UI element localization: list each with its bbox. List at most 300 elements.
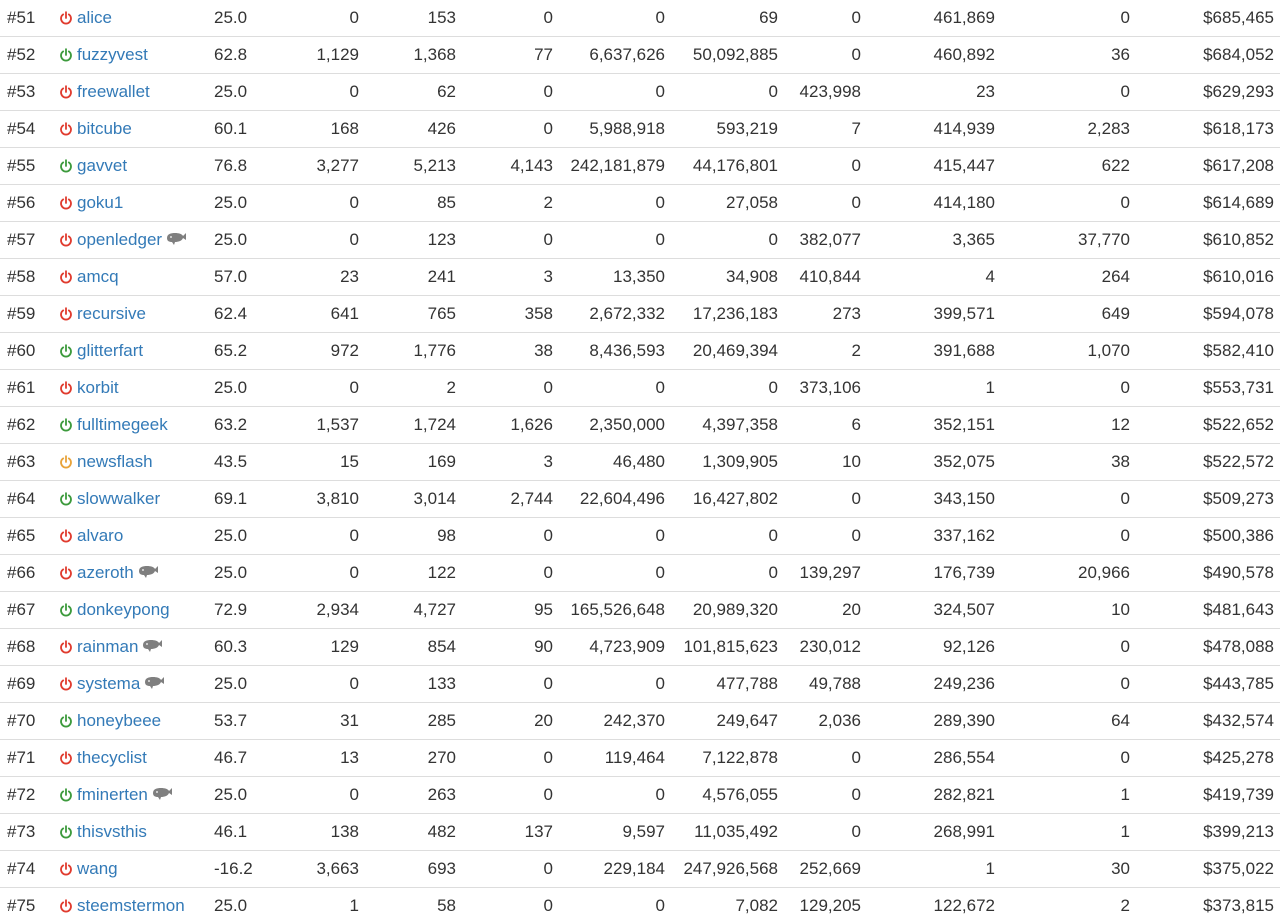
rank-cell: #56	[0, 185, 55, 222]
rank-cell: #74	[0, 851, 55, 888]
stat-cell-c8: 264	[1001, 259, 1136, 296]
stat-cell-c3: 358	[462, 296, 559, 333]
table-row	[0, 0, 1280, 37]
rank-cell: #61	[0, 370, 55, 407]
table-row	[0, 407, 1280, 444]
power-status-icon	[59, 822, 77, 841]
stat-cell-c3: 137	[462, 814, 559, 851]
account-cell	[55, 444, 200, 481]
stat-cell-c1: 1	[265, 888, 365, 924]
account-cell	[55, 777, 200, 814]
stat-cell-c2: 482	[365, 814, 462, 851]
account-cell	[55, 814, 200, 851]
reputation-cell: 46.1	[200, 814, 265, 851]
stat-cell-c7: 399,571	[867, 296, 1001, 333]
stat-cell-c2: 122	[365, 555, 462, 592]
power-status-icon	[59, 119, 77, 138]
account-link[interactable]: systema	[77, 674, 140, 693]
stat-cell-c4: 2,350,000	[559, 407, 671, 444]
account-link[interactable]: donkeypong	[77, 600, 170, 619]
stat-cell-c1: 0	[265, 666, 365, 703]
stat-cell-c5: 16,427,802	[671, 481, 784, 518]
stat-cell-c6: 49,788	[784, 666, 867, 703]
stat-cell-c3: 3	[462, 444, 559, 481]
stat-cell-c2: 133	[365, 666, 462, 703]
stat-cell-c7: 92,126	[867, 629, 1001, 666]
stat-cell-c2: 854	[365, 629, 462, 666]
rank-cell: #73	[0, 814, 55, 851]
stat-cell-c4: 0	[559, 222, 671, 259]
rank-cell: #64	[0, 481, 55, 518]
reputation-cell: 25.0	[200, 666, 265, 703]
stat-cell-c5: 7,122,878	[671, 740, 784, 777]
power-status-icon	[59, 45, 77, 64]
stat-cell-c2: 270	[365, 740, 462, 777]
stat-cell-c7: 1	[867, 851, 1001, 888]
stat-cell-c1: 0	[265, 370, 365, 407]
stat-cell-c6: 273	[784, 296, 867, 333]
table-row	[0, 296, 1280, 333]
power-status-icon	[59, 896, 77, 915]
account-link[interactable]: alvaro	[77, 526, 123, 545]
stat-cell-c2: 285	[365, 703, 462, 740]
stat-cell-c1: 15	[265, 444, 365, 481]
account-link[interactable]: freewallet	[77, 82, 150, 101]
stat-cell-c3: 0	[462, 666, 559, 703]
table-row	[0, 333, 1280, 370]
stat-cell-c4: 229,184	[559, 851, 671, 888]
stat-cell-c1: 0	[265, 74, 365, 111]
stat-cell-c6: 410,844	[784, 259, 867, 296]
power-status-icon	[59, 637, 77, 656]
account-cell	[55, 703, 200, 740]
stat-cell-c6: 0	[784, 814, 867, 851]
stat-cell-c3: 20	[462, 703, 559, 740]
stat-cell-c3: 2	[462, 185, 559, 222]
account-link[interactable]: steemstermon	[77, 896, 185, 915]
reputation-cell: 63.2	[200, 407, 265, 444]
power-status-icon	[59, 674, 77, 693]
reputation-cell: 25.0	[200, 222, 265, 259]
account-value-cell: $618,173	[1136, 111, 1280, 148]
stat-cell-c8: 0	[1001, 740, 1136, 777]
account-cell	[55, 0, 200, 37]
rank-cell: #52	[0, 37, 55, 74]
table-row	[0, 703, 1280, 740]
account-cell	[55, 296, 200, 333]
account-cell	[55, 148, 200, 185]
whale-icon	[138, 637, 163, 656]
stat-cell-c3: 3	[462, 259, 559, 296]
account-value-cell: $685,465	[1136, 0, 1280, 37]
reputation-cell: 57.0	[200, 259, 265, 296]
power-status-icon	[59, 267, 77, 286]
stat-cell-c5: 0	[671, 518, 784, 555]
account-cell	[55, 37, 200, 74]
stat-cell-c6: 10	[784, 444, 867, 481]
rank-cell: #55	[0, 148, 55, 185]
table-row	[0, 888, 1280, 924]
stat-cell-c6: 252,669	[784, 851, 867, 888]
stat-cell-c8: 622	[1001, 148, 1136, 185]
account-link[interactable]: glitterfart	[77, 341, 143, 360]
account-value-cell: $432,574	[1136, 703, 1280, 740]
stat-cell-c6: 373,106	[784, 370, 867, 407]
rank-cell: #62	[0, 407, 55, 444]
table-row	[0, 518, 1280, 555]
stat-cell-c8: 0	[1001, 629, 1136, 666]
table-row	[0, 370, 1280, 407]
stat-cell-c2: 169	[365, 444, 462, 481]
stat-cell-c3: 0	[462, 111, 559, 148]
stat-cell-c3: 0	[462, 888, 559, 924]
rank-cell: #54	[0, 111, 55, 148]
table-row	[0, 148, 1280, 185]
stat-cell-c7: 337,162	[867, 518, 1001, 555]
rank-cell: #65	[0, 518, 55, 555]
reputation-cell: 25.0	[200, 370, 265, 407]
account-link[interactable]: fminerten	[77, 785, 148, 804]
stat-cell-c2: 1,776	[365, 333, 462, 370]
stat-cell-c7: 286,554	[867, 740, 1001, 777]
rank-cell: #75	[0, 888, 55, 924]
stat-cell-c3: 95	[462, 592, 559, 629]
stat-cell-c3: 0	[462, 0, 559, 37]
rank-cell: #69	[0, 666, 55, 703]
stat-cell-c6: 139,297	[784, 555, 867, 592]
stat-cell-c3: 77	[462, 37, 559, 74]
stat-cell-c4: 242,370	[559, 703, 671, 740]
account-value-cell: $509,273	[1136, 481, 1280, 518]
account-value-cell: $399,213	[1136, 814, 1280, 851]
account-value-cell: $582,410	[1136, 333, 1280, 370]
table-row	[0, 740, 1280, 777]
stat-cell-c7: 324,507	[867, 592, 1001, 629]
stat-cell-c3: 38	[462, 333, 559, 370]
account-link[interactable]: newsflash	[77, 452, 153, 471]
rank-cell: #51	[0, 0, 55, 37]
account-cell	[55, 666, 200, 703]
stat-cell-c7: 23	[867, 74, 1001, 111]
whale-icon	[140, 674, 165, 693]
stat-cell-c7: 352,151	[867, 407, 1001, 444]
stat-cell-c5: 0	[671, 370, 784, 407]
reputation-cell: 72.9	[200, 592, 265, 629]
stat-cell-c4: 0	[559, 555, 671, 592]
stat-cell-c1: 129	[265, 629, 365, 666]
stat-cell-c5: 0	[671, 74, 784, 111]
account-link[interactable]: fuzzyvest	[77, 45, 148, 64]
stat-cell-c2: 123	[365, 222, 462, 259]
reputation-cell: 25.0	[200, 555, 265, 592]
account-link[interactable]: wang	[77, 859, 118, 878]
account-link[interactable]: goku1	[77, 193, 123, 212]
account-value-cell: $443,785	[1136, 666, 1280, 703]
power-status-icon	[59, 489, 77, 508]
stat-cell-c3: 0	[462, 740, 559, 777]
account-cell	[55, 481, 200, 518]
stat-cell-c8: 12	[1001, 407, 1136, 444]
account-link[interactable]: rainman	[77, 637, 138, 656]
account-cell	[55, 888, 200, 924]
stat-cell-c7: 122,672	[867, 888, 1001, 924]
stat-cell-c4: 22,604,496	[559, 481, 671, 518]
stat-cell-c4: 2,672,332	[559, 296, 671, 333]
stat-cell-c3: 0	[462, 555, 559, 592]
stat-cell-c2: 1,368	[365, 37, 462, 74]
stat-cell-c2: 3,014	[365, 481, 462, 518]
stat-cell-c5: 4,576,055	[671, 777, 784, 814]
stat-cell-c1: 13	[265, 740, 365, 777]
account-cell	[55, 370, 200, 407]
account-link[interactable]: honeybeee	[77, 711, 161, 730]
stat-cell-c5: 0	[671, 222, 784, 259]
stat-cell-c8: 64	[1001, 703, 1136, 740]
power-status-icon	[59, 711, 77, 730]
table-row	[0, 259, 1280, 296]
account-value-cell: $490,578	[1136, 555, 1280, 592]
stat-cell-c8: 38	[1001, 444, 1136, 481]
stat-cell-c3: 0	[462, 851, 559, 888]
power-status-icon	[59, 8, 77, 27]
account-value-cell: $610,852	[1136, 222, 1280, 259]
stat-cell-c4: 13,350	[559, 259, 671, 296]
stat-cell-c7: 176,739	[867, 555, 1001, 592]
reputation-cell: 65.2	[200, 333, 265, 370]
stat-cell-c4: 0	[559, 518, 671, 555]
stat-cell-c1: 3,277	[265, 148, 365, 185]
power-status-icon	[59, 785, 77, 804]
table-row	[0, 592, 1280, 629]
rank-cell: #60	[0, 333, 55, 370]
account-link[interactable]: thisvsthis	[77, 822, 147, 841]
reputation-cell: 25.0	[200, 777, 265, 814]
account-cell	[55, 407, 200, 444]
account-cell	[55, 333, 200, 370]
table-row	[0, 74, 1280, 111]
stat-cell-c8: 1	[1001, 777, 1136, 814]
reputation-cell: 76.8	[200, 148, 265, 185]
account-link[interactable]: alice	[77, 8, 112, 27]
account-value-cell: $684,052	[1136, 37, 1280, 74]
stat-cell-c1: 138	[265, 814, 365, 851]
stat-cell-c8: 0	[1001, 370, 1136, 407]
stat-cell-c1: 0	[265, 0, 365, 37]
rank-cell: #68	[0, 629, 55, 666]
stat-cell-c4: 0	[559, 888, 671, 924]
rank-cell: #67	[0, 592, 55, 629]
account-cell	[55, 629, 200, 666]
table-row	[0, 444, 1280, 481]
rank-cell: #66	[0, 555, 55, 592]
stat-cell-c8: 2	[1001, 888, 1136, 924]
account-value-cell: $425,278	[1136, 740, 1280, 777]
account-value-cell: $610,016	[1136, 259, 1280, 296]
power-status-icon	[59, 526, 77, 545]
table-row	[0, 37, 1280, 74]
rank-cell: #57	[0, 222, 55, 259]
stat-cell-c4: 0	[559, 185, 671, 222]
stat-cell-c6: 230,012	[784, 629, 867, 666]
account-link[interactable]: fulltimegeek	[77, 415, 168, 434]
account-cell	[55, 555, 200, 592]
stat-cell-c1: 0	[265, 222, 365, 259]
table-row	[0, 629, 1280, 666]
table-row	[0, 222, 1280, 259]
stat-cell-c1: 3,810	[265, 481, 365, 518]
table-row	[0, 185, 1280, 222]
stat-cell-c4: 4,723,909	[559, 629, 671, 666]
account-cell	[55, 185, 200, 222]
stat-cell-c1: 3,663	[265, 851, 365, 888]
stat-cell-c2: 426	[365, 111, 462, 148]
power-status-icon	[59, 156, 77, 175]
whale-icon	[162, 230, 187, 249]
account-cell	[55, 518, 200, 555]
stat-cell-c6: 2	[784, 333, 867, 370]
stat-cell-c1: 1,537	[265, 407, 365, 444]
account-link[interactable]: azeroth	[77, 563, 134, 582]
stat-cell-c3: 0	[462, 370, 559, 407]
account-value-cell: $419,739	[1136, 777, 1280, 814]
stat-cell-c4: 9,597	[559, 814, 671, 851]
stat-cell-c7: 1	[867, 370, 1001, 407]
whale-icon	[134, 563, 159, 582]
whale-icon	[148, 785, 173, 804]
stat-cell-c7: 4	[867, 259, 1001, 296]
stat-cell-c5: 7,082	[671, 888, 784, 924]
stat-cell-c1: 0	[265, 555, 365, 592]
power-status-icon	[59, 378, 77, 397]
account-link[interactable]: amcq	[77, 267, 119, 286]
account-value-cell: $522,572	[1136, 444, 1280, 481]
power-status-icon	[59, 304, 77, 323]
reputation-cell: 53.7	[200, 703, 265, 740]
account-value-cell: $373,815	[1136, 888, 1280, 924]
stat-cell-c4: 242,181,879	[559, 148, 671, 185]
stat-cell-c5: 477,788	[671, 666, 784, 703]
account-link[interactable]: openledger	[77, 230, 162, 249]
stat-cell-c6: 0	[784, 740, 867, 777]
stat-cell-c8: 0	[1001, 0, 1136, 37]
rank-cell: #58	[0, 259, 55, 296]
stat-cell-c8: 0	[1001, 666, 1136, 703]
account-value-cell: $614,689	[1136, 185, 1280, 222]
stat-cell-c4: 0	[559, 370, 671, 407]
account-link[interactable]: gavvet	[77, 156, 127, 175]
stat-cell-c6: 0	[784, 777, 867, 814]
stat-cell-c7: 460,892	[867, 37, 1001, 74]
stat-cell-c5: 593,219	[671, 111, 784, 148]
power-status-icon	[59, 563, 77, 582]
stat-cell-c3: 0	[462, 777, 559, 814]
stat-cell-c2: 85	[365, 185, 462, 222]
account-cell	[55, 222, 200, 259]
stat-cell-c5: 17,236,183	[671, 296, 784, 333]
power-status-icon	[59, 341, 77, 360]
account-cell	[55, 74, 200, 111]
stat-cell-c5: 4,397,358	[671, 407, 784, 444]
account-link[interactable]: recursive	[77, 304, 146, 323]
stat-cell-c6: 129,205	[784, 888, 867, 924]
stat-cell-c3: 4,143	[462, 148, 559, 185]
stat-cell-c6: 0	[784, 37, 867, 74]
stat-cell-c2: 5,213	[365, 148, 462, 185]
stat-cell-c6: 382,077	[784, 222, 867, 259]
stat-cell-c6: 2,036	[784, 703, 867, 740]
power-status-icon	[59, 859, 77, 878]
stat-cell-c2: 693	[365, 851, 462, 888]
stat-cell-c8: 1,070	[1001, 333, 1136, 370]
stat-cell-c1: 0	[265, 185, 365, 222]
stat-cell-c3: 0	[462, 74, 559, 111]
stat-cell-c4: 0	[559, 666, 671, 703]
power-status-icon	[59, 230, 77, 249]
rank-cell: #53	[0, 74, 55, 111]
stat-cell-c6: 20	[784, 592, 867, 629]
reputation-cell: 25.0	[200, 74, 265, 111]
stat-cell-c8: 36	[1001, 37, 1136, 74]
stat-cell-c7: 282,821	[867, 777, 1001, 814]
stat-cell-c5: 101,815,623	[671, 629, 784, 666]
stat-cell-c2: 4,727	[365, 592, 462, 629]
power-status-icon	[59, 600, 77, 619]
stat-cell-c2: 153	[365, 0, 462, 37]
account-link[interactable]: bitcube	[77, 119, 132, 138]
stat-cell-c8: 10	[1001, 592, 1136, 629]
account-value-cell: $481,643	[1136, 592, 1280, 629]
stat-cell-c4: 6,637,626	[559, 37, 671, 74]
stat-cell-c5: 20,469,394	[671, 333, 784, 370]
stat-cell-c6: 0	[784, 185, 867, 222]
stat-cell-c2: 241	[365, 259, 462, 296]
stat-cell-c5: 247,926,568	[671, 851, 784, 888]
stat-cell-c7: 352,075	[867, 444, 1001, 481]
stat-cell-c6: 7	[784, 111, 867, 148]
power-status-icon	[59, 748, 77, 767]
stat-cell-c5: 34,908	[671, 259, 784, 296]
stat-cell-c1: 0	[265, 777, 365, 814]
account-value-cell: $478,088	[1136, 629, 1280, 666]
stat-cell-c4: 0	[559, 74, 671, 111]
account-link[interactable]: thecyclist	[77, 748, 147, 767]
power-status-icon	[59, 415, 77, 434]
account-link[interactable]: korbit	[77, 378, 119, 397]
rank-cell: #72	[0, 777, 55, 814]
stat-cell-c3: 1,626	[462, 407, 559, 444]
stat-cell-c3: 2,744	[462, 481, 559, 518]
account-value-cell: $553,731	[1136, 370, 1280, 407]
table-row	[0, 666, 1280, 703]
stat-cell-c4: 165,526,648	[559, 592, 671, 629]
account-cell	[55, 851, 200, 888]
stat-cell-c7: 461,869	[867, 0, 1001, 37]
stat-cell-c5: 1,309,905	[671, 444, 784, 481]
account-value-cell: $522,652	[1136, 407, 1280, 444]
account-value-cell: $629,293	[1136, 74, 1280, 111]
rank-cell: #59	[0, 296, 55, 333]
stat-cell-c1: 0	[265, 518, 365, 555]
stat-cell-c5: 27,058	[671, 185, 784, 222]
account-link[interactable]: slowwalker	[77, 489, 160, 508]
reputation-cell: 43.5	[200, 444, 265, 481]
reputation-cell: 69.1	[200, 481, 265, 518]
stat-cell-c4: 5,988,918	[559, 111, 671, 148]
stat-cell-c6: 0	[784, 481, 867, 518]
stat-cell-c6: 0	[784, 518, 867, 555]
power-status-icon	[59, 193, 77, 212]
stat-cell-c8: 0	[1001, 74, 1136, 111]
